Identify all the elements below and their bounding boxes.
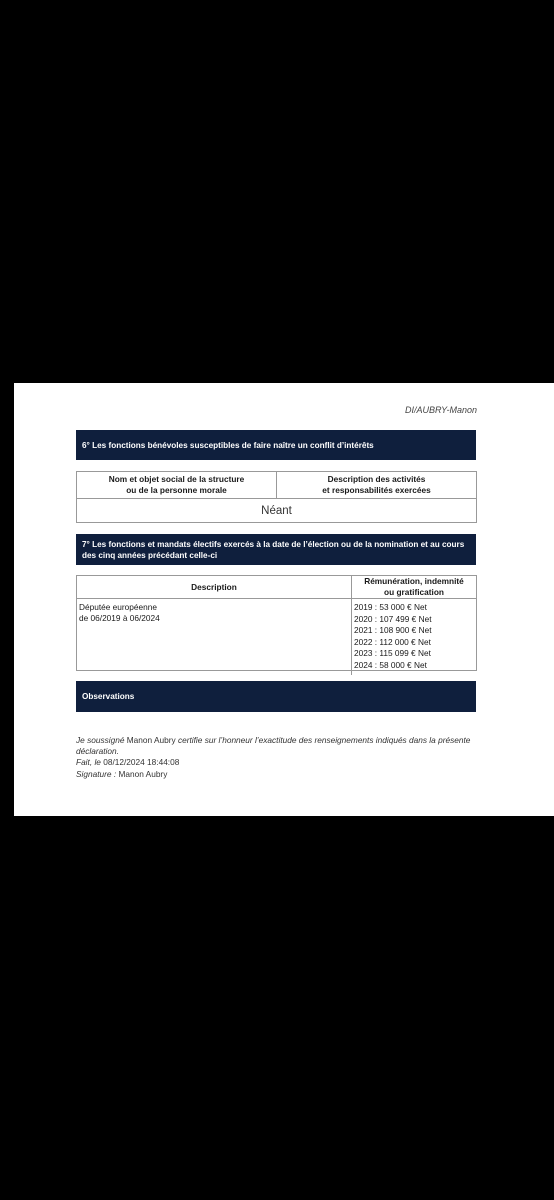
section-6-col-structure [77,472,277,498]
declaration-prefix: Je soussigné [76,735,125,745]
document-page [14,383,554,816]
section-6-title: 6° Les fonctions bénévoles susceptibles de faire naître un conflit d’intérêts [82,440,374,450]
remuneration-2021: 2021 : 108 900 € Net [354,625,432,636]
section-6-table-header [77,472,476,499]
observations-title: Observations [82,692,135,701]
signature-name: Manon Aubry [118,768,168,779]
section-7-col-description-label: Description [191,581,237,592]
remuneration-cell [352,599,476,675]
table-row [77,599,476,675]
declaration-block [76,735,481,780]
observations-header [76,681,476,712]
remuneration-2019: 2019 : 53 000 € Net [354,602,427,612]
section-7-col-remuneration-label: Rémunération, indemnité ou gratification [364,576,464,597]
section-6-value: Néant [261,505,292,517]
section-7-col-remuneration [352,576,476,598]
remuneration-2022: 2022 : 112 000 € Net [354,636,431,647]
section-7-col-description [77,576,352,598]
section-6-header [76,430,476,460]
mandate-title: Députée européenne [79,602,157,612]
declarant-name: Manon Aubry [126,735,176,745]
mandate-period: de 06/2019 à 06/2024 [79,613,160,623]
signature-label: Signature : [76,768,117,779]
section-7-header [76,534,476,565]
section-6-col-description-label: Description des activités et responsabilités exercées [322,474,431,495]
declaration-statement [76,735,481,757]
document-reference: DI/AUBRY-Manon [404,405,477,415]
section-6-col-structure-label: Nom et objet social de la structure ou de la personne morale [108,474,245,495]
declaration-text: certifie sur l’honneur l’exactitude des renseignements indiqués dans la présente déclaration. [76,735,471,757]
signature-line [76,769,481,780]
mandate-description-cell [77,599,352,675]
section-6-table [76,471,477,523]
fait-label: Fait, le [76,757,101,768]
section-7-table [76,575,477,671]
remuneration-2024: 2024 : 58 000 € Net [354,659,427,670]
remuneration-2020: 2020 : 107 499 € Net [354,613,432,624]
section-6-col-description [277,472,476,498]
declaration-date-line [76,757,481,768]
section-7-table-header [77,576,476,599]
declaration-date: 08/12/2024 18:44:08 [103,757,180,768]
remuneration-2023: 2023 : 115 099 € Net [354,648,431,659]
section-7-title: 7° Les fonctions et mandats électifs exercés à la date de l’élection ou de la nomination et au cours des cinq années précédant celle-ci [82,539,465,560]
